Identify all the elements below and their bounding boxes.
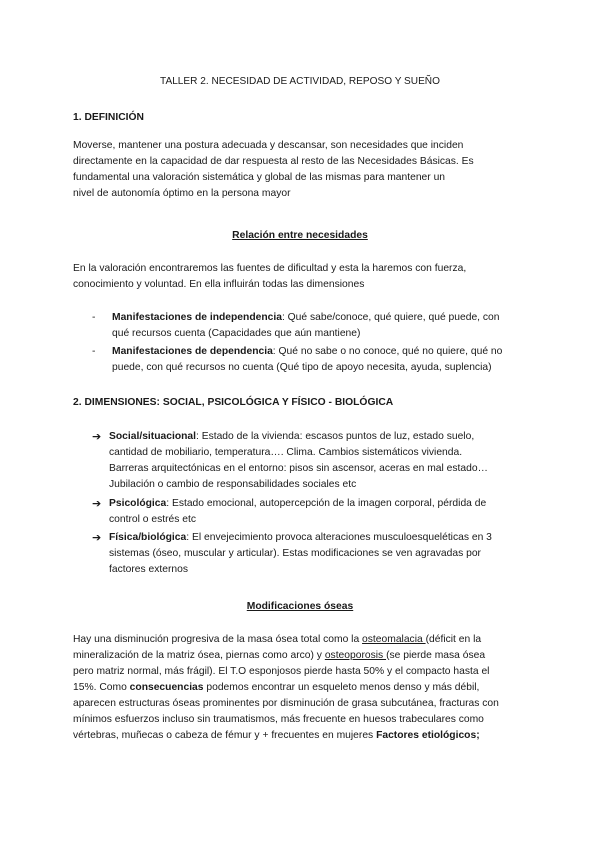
- relation-heading: Relación entre necesidades: [232, 230, 368, 241]
- document-title: TALLER 2. NECESIDAD DE ACTIVIDAD, REPOSO Y SUEÑO: [160, 76, 440, 87]
- list-item-physical: ➔ Física/biológica: El envejecimiento provoca alteraciones musculoesqueléticas en 3 sistemas (óseo, muscular y articular). Estas modificaciones se ven agravadas por factores externos: [92, 532, 492, 575]
- arrow-icon: ➔: [92, 532, 102, 544]
- list-item-dependence: - Manifestaciones de dependencia: Qué no sabe o no conoce, qué no quiere, qué no puede, con qué recursos no cuenta (Qué tipo de apoyo necesita, ayuda, suplencia): [92, 346, 503, 373]
- section-2-heading: 2. DIMENSIONES: SOCIAL, PSICOLÓGICA Y FÍSICO - BIOLÓGICA: [73, 397, 394, 408]
- term-osteomalacia: osteomalacia: [362, 634, 426, 645]
- dash-bullet: -: [92, 346, 96, 357]
- term: Manifestaciones de independencia: [112, 312, 282, 323]
- arrow-icon: ➔: [92, 431, 102, 443]
- paragraph-line: nivel de autonomía óptimo en la persona mayor: [73, 188, 291, 199]
- section-1-heading: 1. DEFINICIÓN: [73, 112, 144, 123]
- term-osteoporosis: osteoporosis: [324, 650, 387, 661]
- paragraph-line: directamente en la capacidad de dar respuesta al resto de las Necesidades Básicas. Es: [73, 156, 474, 167]
- bone-modifications-paragraph: Hay una disminución progresiva de la masa ósea total como la osteomalacia (déficit en la mineralización de la matriz ósea, piernas como arco) y osteoporosis (se pierde masa ósea pero matriz normal, más frágil). El T.O esponjosos pierde hasta 50% y el compacto hasta el 15%. Como consecuencias podemos encontrar un esqueleto menos denso y más débil, aparecen estructuras óseas prominentes por disminución de grasa subcutánea, fracturas con mínimos esfuerzos incluso sin traumatismos, más frecuente en huesos trabeculares como vértebras, muñecas o cabeza de fémur y + frecuentes en mujeres Factores etiológicos;: [73, 634, 499, 741]
- term: Psicológica: [109, 498, 167, 509]
- term: Física/biológica: [109, 532, 187, 543]
- bone-modifications-heading: Modificaciones óseas: [246, 601, 354, 612]
- paragraph-line: En la valoración encontraremos las fuentes de dificultad y esta la haremos con fuerza,: [73, 263, 467, 274]
- list-item-social: ➔ Social/situacional: Estado de la vivienda: escasos puntos de luz, estado suelo, cantidad de mobiliario, temperatura…. Clima. Cambios sistemáticos vivienda. Barreras arquitectónicas en el entorno: pisos sin ascensor, aceras en mal estado… Jubilación o cambio de responsabilidades sociales etc: [92, 431, 488, 490]
- paragraph-line: conocimiento y voluntad. En ella influirán todas las dimensiones: [73, 279, 365, 290]
- list-item-independence: - Manifestaciones de independencia: Qué sabe/conoce, qué quiere, qué puede, con qué recursos cuenta (Capacidades que aún mantiene): [92, 312, 500, 339]
- paragraph-line: Moverse, mantener una postura adecuada y descansar, son necesidades que inciden: [73, 140, 464, 151]
- term-etiological-factors: Factores etiológicos;: [376, 730, 480, 741]
- term: Manifestaciones de dependencia: [112, 346, 273, 357]
- list-item-psychological: ➔ Psicológica: Estado emocional, autopercepción de la imagen corporal, pérdida de control o estrés etc: [92, 498, 487, 525]
- dash-bullet: -: [92, 312, 96, 323]
- term-consequences: consecuencias: [129, 682, 204, 693]
- paragraph-line: fundamental una valoración sistemática y global de las mismas para mantener un: [73, 172, 446, 183]
- term: Social/situacional: [109, 431, 196, 442]
- arrow-icon: ➔: [92, 498, 102, 510]
- relation-paragraph: [73, 261, 528, 293]
- section-1-paragraph: [73, 138, 528, 202]
